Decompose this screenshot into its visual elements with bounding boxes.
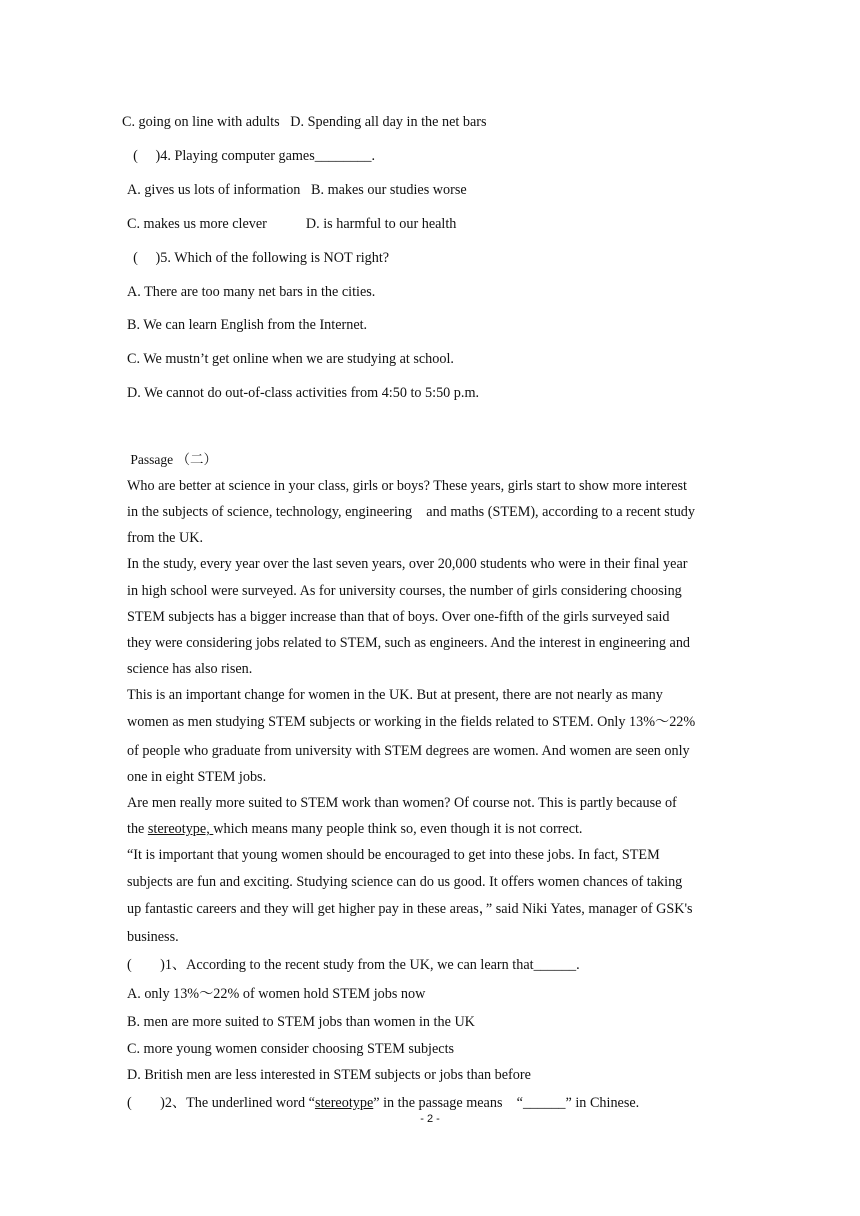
q2-stem-after: ” in the passage means “______” in Chinese. (373, 1095, 640, 1111)
passage-line: from the UK. (127, 530, 204, 546)
q2-underlined-word: stereotype (314, 1095, 374, 1111)
passage-line: business. (127, 929, 179, 945)
passage-line: one in eight STEM jobs. (127, 769, 267, 785)
q1-option-a: A. only 13%～22% of women hold STEM jobs now (127, 986, 426, 1002)
passage-line: of people who graduate from university with STEM degrees are women. And women are seen only (127, 743, 690, 759)
q5-option-b: B. We can learn English from the Internet. (127, 317, 368, 333)
passage-line: STEM subjects has a bigger increase than that of boys. Over one-fifth of the girls surveyed said (127, 609, 670, 625)
passage-line: “It is important that young women should be encouraged to get into these jobs. In fact, STEM (127, 847, 660, 863)
passage-line: in the subjects of science, technology, engineering and maths (STEM), according to a recent study (127, 504, 695, 520)
passage-line: in high school were surveyed. As for university courses, the number of girls considering choosing (127, 583, 682, 599)
passage-line: women as men studying STEM subjects or working in the fields related to STEM. Only 13%～22% (127, 714, 696, 730)
underlined-word: stereotype, (147, 821, 214, 837)
q1-option-d: D. British men are less interested in STEM subjects or jobs than before (127, 1067, 531, 1083)
q1-stem: ( )1、According to the recent study from the UK, we can learn that______. (127, 957, 580, 973)
stereotype-line (127, 820, 582, 838)
passage-line: Are men really more suited to STEM work than women? Of course not. This is partly because of (127, 795, 677, 811)
q2-stem (127, 1094, 639, 1112)
q1-option-b: B. men are more suited to STEM jobs than women in the UK (127, 1014, 475, 1030)
q4-options-cd: C. makes us more clever D. is harmful to our health (127, 216, 457, 232)
q5-option-c: C. We mustn’t get online when we are studying at school. (127, 351, 454, 367)
passage-line: science has also risen. (127, 661, 253, 677)
q2-stem-before: ( )2、The underlined word “ (127, 1095, 315, 1111)
passage-heading: Passage （二） (127, 452, 217, 467)
q4-stem: ( )4. Playing computer games________. (126, 148, 376, 164)
stereotype-line-after: which means many people think so, even though it is not correct. (213, 821, 583, 837)
q4-options-ab: A. gives us lots of information B. makes our studies worse (127, 182, 467, 198)
q1-option-c: C. more young women consider choosing STEM subjects (127, 1041, 455, 1057)
stereotype-line-before: the (127, 821, 148, 837)
q5-option-a: A. There are too many net bars in the cities. (127, 284, 376, 300)
passage-line: In the study, every year over the last seven years, over 20,000 students who were in their final year (127, 556, 688, 572)
q5-option-d: D. We cannot do out-of-class activities from 4:50 to 5:50 p.m. (127, 385, 480, 401)
passage-line: Who are better at science in your class, girls or boys? These years, girls start to show more interest (127, 478, 687, 494)
passage-line: they were considering jobs related to STEM, such as engineers. And the interest in engineering and (127, 635, 691, 651)
passage-line: up fantastic careers and they will get higher pay in these areas，” said Niki Yates, manager of GSK's (127, 901, 693, 917)
passage-line: subjects are fun and exciting. Studying science can do us good. It offers women chances of taking (127, 874, 683, 890)
passage-line: This is an important change for women in the UK. But at present, there are not nearly as many (127, 687, 663, 703)
q3-options-cd: C. going on line with adults D. Spending all day in the net bars (122, 114, 487, 130)
page-number: - 2 - (420, 1113, 440, 1125)
q5-stem: ( )5. Which of the following is NOT right? (126, 250, 390, 266)
